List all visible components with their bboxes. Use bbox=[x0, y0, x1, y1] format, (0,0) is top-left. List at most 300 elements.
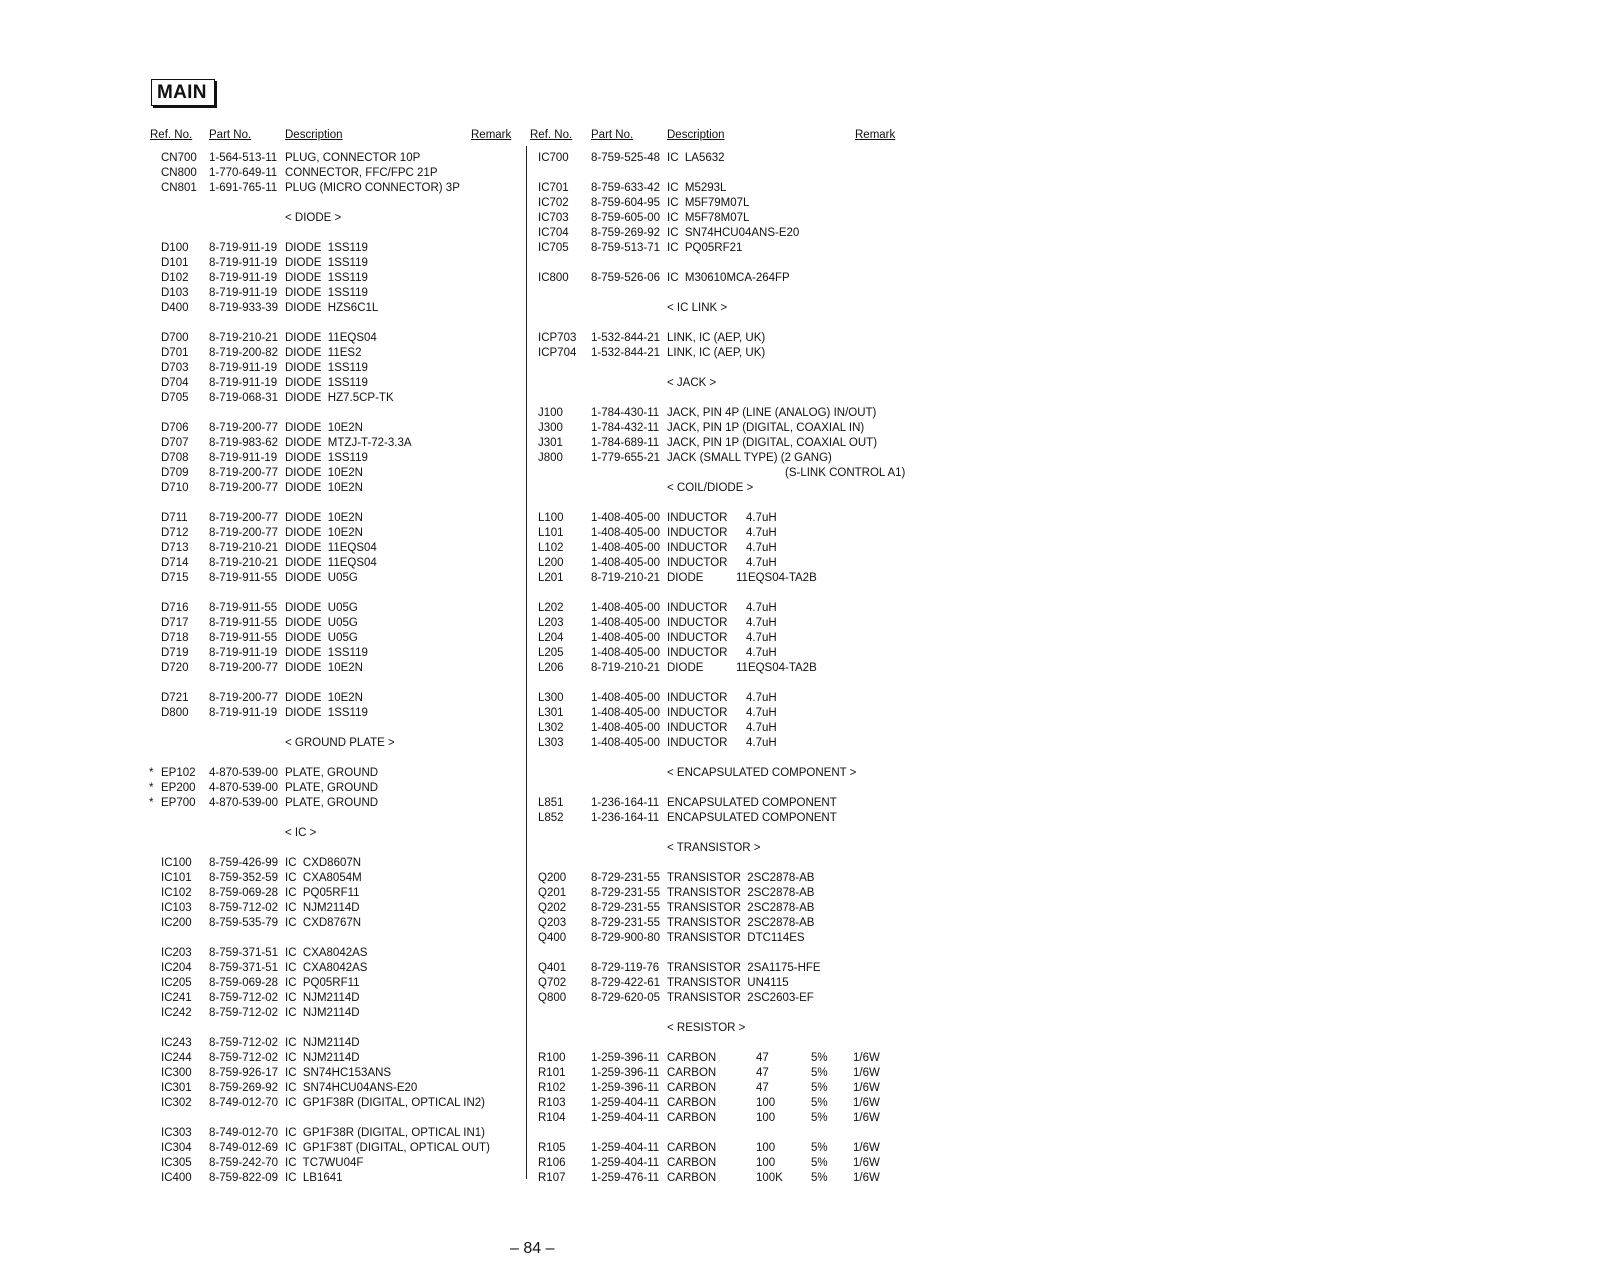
description-cell: INDUCTOR bbox=[667, 722, 728, 734]
description-cell: DIODE 10E2N bbox=[285, 482, 363, 494]
part-no-cell: 8-759-535-79 bbox=[209, 917, 279, 929]
ref-no-cell: IC303 bbox=[161, 1127, 192, 1139]
description-cell: DIODE 10E2N bbox=[285, 527, 363, 539]
part-no-cell: 1-259-404-11 bbox=[591, 1112, 660, 1124]
description-cell: CARBON bbox=[667, 1097, 717, 1109]
part-no-cell: 1-236-164-11 bbox=[591, 797, 660, 809]
part-no-cell: 8-759-712-02 bbox=[209, 1007, 279, 1019]
part-no-cell: 8-759-513-71 bbox=[591, 242, 661, 254]
description-cell: IC M5F79M07L bbox=[667, 197, 750, 209]
new-part-mark: * bbox=[149, 767, 154, 779]
description-cell: CARBON bbox=[667, 1172, 717, 1184]
description-cell: DIODE bbox=[667, 572, 704, 584]
part-no-cell: 8-719-210-21 bbox=[591, 662, 661, 674]
value-cell: 4.7uH bbox=[746, 557, 777, 569]
tolerance-cell: 5% bbox=[811, 1067, 828, 1079]
ref-no-cell: R104 bbox=[538, 1112, 566, 1124]
part-no-cell: 4-870-539-00 bbox=[209, 782, 279, 794]
description-cell: PLUG (MICRO CONNECTOR) 3P bbox=[285, 182, 460, 194]
ref-no-cell: L852 bbox=[538, 812, 564, 824]
ref-no-cell: D709 bbox=[161, 467, 189, 479]
description-cell: IC GP1F38R (DIGITAL, OPTICAL IN2) bbox=[285, 1097, 486, 1109]
ref-no-cell: IC703 bbox=[538, 212, 569, 224]
part-no-cell: 8-759-269-92 bbox=[209, 1082, 279, 1094]
part-no-cell: 8-719-200-77 bbox=[209, 482, 279, 494]
part-no-cell: 8-719-933-39 bbox=[209, 302, 279, 314]
ref-no-cell: D715 bbox=[161, 572, 189, 584]
description-cell: INDUCTOR bbox=[667, 617, 728, 629]
ref-no-cell: CN801 bbox=[161, 182, 197, 194]
part-no-cell: 1-784-689-11 bbox=[591, 437, 660, 449]
ref-no-cell: R100 bbox=[538, 1052, 566, 1064]
ref-no-cell: D708 bbox=[161, 452, 189, 464]
ref-no-cell: EP200 bbox=[161, 782, 196, 794]
ref-no-cell: IC203 bbox=[161, 947, 192, 959]
ref-no-cell: D100 bbox=[161, 242, 189, 254]
new-part-mark: * bbox=[149, 782, 154, 794]
part-no-cell: 1-259-396-11 bbox=[591, 1052, 660, 1064]
part-no-cell: 8-719-911-19 bbox=[209, 287, 278, 299]
part-no-cell: 8-719-200-77 bbox=[209, 527, 279, 539]
description-cell: TRANSISTOR 2SA1175-HFE bbox=[667, 962, 821, 974]
page-number: – 84 – bbox=[510, 1240, 555, 1257]
resistance-cell: 47 bbox=[756, 1052, 769, 1064]
ref-no-cell: J800 bbox=[538, 452, 563, 464]
value-cell: 4.7uH bbox=[746, 722, 777, 734]
ref-no-cell: Q202 bbox=[538, 902, 567, 914]
section-heading: < RESISTOR > bbox=[667, 1022, 746, 1034]
ref-no-cell: IC103 bbox=[161, 902, 192, 914]
part-no-cell: 8-729-620-05 bbox=[591, 992, 661, 1004]
ref-no-cell: D701 bbox=[161, 347, 189, 359]
wattage-cell: 1/6W bbox=[853, 1082, 880, 1094]
header-part-right: Part No. bbox=[591, 129, 634, 141]
part-no-cell: 1-259-404-11 bbox=[591, 1142, 660, 1154]
ref-no-cell: IC702 bbox=[538, 197, 569, 209]
ref-no-cell: L205 bbox=[538, 647, 564, 659]
ref-no-cell: R102 bbox=[538, 1082, 566, 1094]
ref-no-cell: D704 bbox=[161, 377, 189, 389]
description-cell: DIODE 1SS119 bbox=[285, 362, 368, 374]
wattage-cell: 1/6W bbox=[853, 1112, 880, 1124]
description-cell: TRANSISTOR 2SC2603-EF bbox=[667, 992, 814, 1004]
part-no-cell: 8-759-712-02 bbox=[209, 902, 279, 914]
part-no-cell: 8-759-712-02 bbox=[209, 992, 279, 1004]
description-cell: DIODE U05G bbox=[285, 572, 358, 584]
description-cell: TRANSISTOR 2SC2878-AB bbox=[667, 902, 815, 914]
description-cell: LINK, IC (AEP, UK) bbox=[667, 347, 766, 359]
part-no-cell: 1-408-405-00 bbox=[591, 722, 661, 734]
part-no-cell: 1-408-405-00 bbox=[591, 542, 661, 554]
column-divider bbox=[526, 146, 527, 1179]
part-no-cell: 8-749-012-70 bbox=[209, 1127, 279, 1139]
description-cell: IC CXD8767N bbox=[285, 917, 362, 929]
part-no-cell: 1-532-844-21 bbox=[591, 332, 661, 344]
header-part-left: Part No. bbox=[209, 129, 252, 141]
wattage-cell: 1/6W bbox=[853, 1172, 880, 1184]
section-heading: < GROUND PLATE > bbox=[285, 737, 395, 749]
wattage-cell: 1/6W bbox=[853, 1067, 880, 1079]
section-heading: < COIL/DIODE > bbox=[667, 482, 754, 494]
description-cell: IC SN74HC153ANS bbox=[285, 1067, 392, 1079]
description-cell: INDUCTOR bbox=[667, 692, 728, 704]
part-no-cell: 8-759-604-95 bbox=[591, 197, 661, 209]
part-no-cell: 8-759-712-02 bbox=[209, 1037, 279, 1049]
description-cell: CARBON bbox=[667, 1142, 717, 1154]
description-cell: IC NJM2114D bbox=[285, 1052, 360, 1064]
description-cell: CARBON bbox=[667, 1067, 717, 1079]
part-no-cell: 1-259-476-11 bbox=[591, 1172, 660, 1184]
ref-no-cell: L851 bbox=[538, 797, 564, 809]
resistance-cell: 100 bbox=[756, 1142, 776, 1154]
part-no-cell: 8-759-605-00 bbox=[591, 212, 661, 224]
ref-no-cell: L102 bbox=[538, 542, 564, 554]
ref-no-cell: L200 bbox=[538, 557, 564, 569]
description-cell: PLUG, CONNECTOR 10P bbox=[285, 152, 421, 164]
header-remark-left: Remark bbox=[471, 129, 512, 141]
description-cell: PLATE, GROUND bbox=[285, 767, 379, 779]
tolerance-cell: 5% bbox=[811, 1097, 828, 1109]
value-cell: 4.7uH bbox=[746, 632, 777, 644]
description-cell: INDUCTOR bbox=[667, 707, 728, 719]
value-cell: 4.7uH bbox=[746, 737, 777, 749]
ref-no-cell: D721 bbox=[161, 692, 189, 704]
section-heading: < DIODE > bbox=[285, 212, 342, 224]
ref-no-cell: R105 bbox=[538, 1142, 566, 1154]
description-cell: CONNECTOR, FFC/FPC 21P bbox=[285, 167, 438, 179]
description-cell: IC NJM2114D bbox=[285, 1007, 360, 1019]
part-no-cell: 8-719-911-19 bbox=[209, 272, 278, 284]
description-cell: IC SN74HCU04ANS-E20 bbox=[667, 227, 800, 239]
part-no-cell: 8-759-069-28 bbox=[209, 977, 279, 989]
description-cell: JACK, PIN 1P (DIGITAL, COAXIAL OUT) bbox=[667, 437, 878, 449]
description-cell: DIODE 1SS119 bbox=[285, 242, 368, 254]
ref-no-cell: D712 bbox=[161, 527, 189, 539]
value-cell: 4.7uH bbox=[746, 692, 777, 704]
description-cell: PLATE, GROUND bbox=[285, 782, 379, 794]
part-no-cell: 1-259-396-11 bbox=[591, 1082, 660, 1094]
part-no-cell: 8-759-371-51 bbox=[209, 947, 279, 959]
ref-no-cell: IC300 bbox=[161, 1067, 192, 1079]
value-cell: 11EQS04-TA2B bbox=[736, 572, 817, 584]
ref-no-cell: ICP703 bbox=[538, 332, 577, 344]
description-cell: INDUCTOR bbox=[667, 602, 728, 614]
description-cell: DIODE 11ES2 bbox=[285, 347, 362, 359]
part-no-cell: 8-759-069-28 bbox=[209, 887, 279, 899]
part-no-cell: 8-759-526-06 bbox=[591, 272, 661, 284]
ref-no-cell: Q200 bbox=[538, 872, 567, 884]
part-no-cell: 1-236-164-11 bbox=[591, 812, 660, 824]
ref-no-cell: IC100 bbox=[161, 857, 192, 869]
ref-no-cell: D400 bbox=[161, 302, 189, 314]
ref-no-cell: IC242 bbox=[161, 1007, 192, 1019]
description-cell: DIODE 1SS119 bbox=[285, 707, 368, 719]
ref-no-cell: L302 bbox=[538, 722, 564, 734]
part-no-cell: 1-259-404-11 bbox=[591, 1157, 660, 1169]
part-no-cell: 8-719-911-19 bbox=[209, 257, 278, 269]
part-no-cell: 8-729-231-55 bbox=[591, 887, 661, 899]
ref-no-cell: Q702 bbox=[538, 977, 567, 989]
part-no-cell: 8-719-911-19 bbox=[209, 362, 278, 374]
part-no-cell: 1-259-396-11 bbox=[591, 1067, 660, 1079]
description-cell: DIODE MTZJ-T-72-3.3A bbox=[285, 437, 412, 449]
part-no-cell: 8-719-911-55 bbox=[209, 632, 278, 644]
ref-no-cell: IC101 bbox=[161, 872, 192, 884]
page-title: MAIN bbox=[151, 79, 215, 106]
ref-no-cell: IC305 bbox=[161, 1157, 192, 1169]
description-cell: IC SN74HCU04ANS-E20 bbox=[285, 1082, 418, 1094]
ref-no-cell: IC243 bbox=[161, 1037, 192, 1049]
part-no-cell: 8-719-200-77 bbox=[209, 512, 279, 524]
part-no-cell: 1-408-405-00 bbox=[591, 707, 661, 719]
description-cell: IC M5F78M07L bbox=[667, 212, 750, 224]
description-cell: DIODE U05G bbox=[285, 632, 358, 644]
ref-no-cell: D711 bbox=[161, 512, 188, 524]
description-cell: DIODE 1SS119 bbox=[285, 272, 368, 284]
ref-no-cell: L300 bbox=[538, 692, 564, 704]
description-cell: INDUCTOR bbox=[667, 632, 728, 644]
part-no-cell: 4-870-539-00 bbox=[209, 797, 279, 809]
continuation-note: (S-LINK CONTROL A1) bbox=[785, 467, 906, 479]
resistance-cell: 100K bbox=[756, 1172, 783, 1184]
part-no-cell: 8-719-068-31 bbox=[209, 392, 279, 404]
description-cell: IC GP1F38R (DIGITAL, OPTICAL IN1) bbox=[285, 1127, 486, 1139]
part-no-cell: 8-719-911-19 bbox=[209, 707, 278, 719]
ref-no-cell: IC244 bbox=[161, 1052, 192, 1064]
value-cell: 4.7uH bbox=[746, 602, 777, 614]
part-no-cell: 8-759-712-02 bbox=[209, 1052, 279, 1064]
ref-no-cell: D800 bbox=[161, 707, 189, 719]
description-cell: IC CXA8042AS bbox=[285, 962, 368, 974]
description-cell: DIODE 1SS119 bbox=[285, 647, 368, 659]
tolerance-cell: 5% bbox=[811, 1082, 828, 1094]
ref-no-cell: L303 bbox=[538, 737, 564, 749]
description-cell: DIODE HZS6C1L bbox=[285, 302, 379, 314]
description-cell: DIODE 1SS119 bbox=[285, 452, 368, 464]
value-cell: 4.7uH bbox=[746, 512, 777, 524]
part-no-cell: 8-759-633-42 bbox=[591, 182, 661, 194]
description-cell: DIODE U05G bbox=[285, 617, 358, 629]
ref-no-cell: D717 bbox=[161, 617, 189, 629]
header-desc-right: Description bbox=[667, 129, 725, 141]
wattage-cell: 1/6W bbox=[853, 1157, 880, 1169]
part-no-cell: 8-759-352-59 bbox=[209, 872, 279, 884]
value-cell: 4.7uH bbox=[746, 647, 777, 659]
ref-no-cell: Q400 bbox=[538, 932, 567, 944]
part-no-cell: 8-729-422-61 bbox=[591, 977, 661, 989]
part-no-cell: 8-719-911-19 bbox=[209, 647, 278, 659]
ref-no-cell: Q203 bbox=[538, 917, 567, 929]
part-no-cell: 1-408-405-00 bbox=[591, 557, 661, 569]
ref-no-cell: L202 bbox=[538, 602, 564, 614]
ref-no-cell: D718 bbox=[161, 632, 189, 644]
value-cell: 11EQS04-TA2B bbox=[736, 662, 817, 674]
ref-no-cell: D714 bbox=[161, 557, 189, 569]
ref-no-cell: J301 bbox=[538, 437, 563, 449]
part-no-cell: 8-719-200-77 bbox=[209, 692, 279, 704]
description-cell: DIODE 1SS119 bbox=[285, 287, 368, 299]
ref-no-cell: L101 bbox=[538, 527, 564, 539]
tolerance-cell: 5% bbox=[811, 1112, 828, 1124]
value-cell: 4.7uH bbox=[746, 617, 777, 629]
value-cell: 4.7uH bbox=[746, 527, 777, 539]
ref-no-cell: D707 bbox=[161, 437, 189, 449]
ref-no-cell: IC301 bbox=[161, 1082, 192, 1094]
part-no-cell: 8-719-983-62 bbox=[209, 437, 279, 449]
ref-no-cell: D706 bbox=[161, 422, 189, 434]
ref-no-cell: CN700 bbox=[161, 152, 197, 164]
description-cell: INDUCTOR bbox=[667, 512, 728, 524]
ref-no-cell: R106 bbox=[538, 1157, 566, 1169]
description-cell: DIODE 1SS119 bbox=[285, 377, 368, 389]
ref-no-cell: IC102 bbox=[161, 887, 192, 899]
description-cell: CARBON bbox=[667, 1112, 717, 1124]
description-cell: ENCAPSULATED COMPONENT bbox=[667, 812, 837, 824]
description-cell: DIODE 10E2N bbox=[285, 422, 363, 434]
part-no-cell: 8-719-210-21 bbox=[209, 542, 279, 554]
wattage-cell: 1/6W bbox=[853, 1052, 880, 1064]
ref-no-cell: D710 bbox=[161, 482, 189, 494]
part-no-cell: 8-719-911-55 bbox=[209, 602, 278, 614]
description-cell: TRANSISTOR 2SC2878-AB bbox=[667, 872, 815, 884]
part-no-cell: 8-719-200-77 bbox=[209, 422, 279, 434]
ref-no-cell: D101 bbox=[161, 257, 189, 269]
part-no-cell: 8-729-231-55 bbox=[591, 902, 661, 914]
description-cell: DIODE 10E2N bbox=[285, 512, 363, 524]
new-part-mark: * bbox=[149, 797, 154, 809]
tolerance-cell: 5% bbox=[811, 1172, 828, 1184]
ref-no-cell: Q800 bbox=[538, 992, 567, 1004]
ref-no-cell: D713 bbox=[161, 542, 189, 554]
part-no-cell: 1-408-405-00 bbox=[591, 617, 661, 629]
wattage-cell: 1/6W bbox=[853, 1097, 880, 1109]
section-heading: < IC > bbox=[285, 827, 317, 839]
description-cell: IC PQ05RF11 bbox=[285, 887, 360, 899]
part-no-cell: 1-259-404-11 bbox=[591, 1097, 660, 1109]
part-no-cell: 8-719-200-77 bbox=[209, 467, 279, 479]
ref-no-cell: Q201 bbox=[538, 887, 567, 899]
ref-no-cell: J100 bbox=[538, 407, 563, 419]
description-cell: IC NJM2114D bbox=[285, 902, 360, 914]
part-no-cell: 1-408-405-00 bbox=[591, 632, 661, 644]
part-no-cell: 8-719-911-55 bbox=[209, 617, 278, 629]
part-no-cell: 8-759-822-09 bbox=[209, 1172, 279, 1184]
part-no-cell: 1-408-405-00 bbox=[591, 512, 661, 524]
description-cell: IC GP1F38T (DIGITAL, OPTICAL OUT) bbox=[285, 1142, 490, 1154]
ref-no-cell: D703 bbox=[161, 362, 189, 374]
ref-no-cell: L204 bbox=[538, 632, 564, 644]
description-cell: DIODE 10E2N bbox=[285, 662, 363, 674]
description-cell: TRANSISTOR 2SC2878-AB bbox=[667, 917, 815, 929]
description-cell: JACK (SMALL TYPE) (2 GANG) bbox=[667, 452, 832, 464]
ref-no-cell: IC200 bbox=[161, 917, 192, 929]
description-cell: DIODE 11EQS04 bbox=[285, 332, 377, 344]
ref-no-cell: EP102 bbox=[161, 767, 196, 779]
ref-no-cell: CN800 bbox=[161, 167, 197, 179]
ref-no-cell: D102 bbox=[161, 272, 189, 284]
part-no-cell: 8-719-911-19 bbox=[209, 452, 278, 464]
description-cell: IC TC7WU04F bbox=[285, 1157, 364, 1169]
description-cell: IC CXD8607N bbox=[285, 857, 362, 869]
part-no-cell: 8-729-900-80 bbox=[591, 932, 661, 944]
description-cell: CARBON bbox=[667, 1082, 717, 1094]
part-no-cell: 4-870-539-00 bbox=[209, 767, 279, 779]
ref-no-cell: J300 bbox=[538, 422, 563, 434]
description-cell: JACK, PIN 1P (DIGITAL, COAXIAL IN) bbox=[667, 422, 865, 434]
part-no-cell: 1-408-405-00 bbox=[591, 692, 661, 704]
ref-no-cell: L201 bbox=[538, 572, 564, 584]
description-cell: IC PQ05RF21 bbox=[667, 242, 743, 254]
part-no-cell: 8-719-210-21 bbox=[209, 332, 279, 344]
part-no-cell: 8-719-210-21 bbox=[591, 572, 661, 584]
ref-no-cell: IC700 bbox=[538, 152, 569, 164]
part-no-cell: 1-408-405-00 bbox=[591, 527, 661, 539]
description-cell: IC LA5632 bbox=[667, 152, 725, 164]
part-no-cell: 1-779-655-21 bbox=[591, 452, 661, 464]
part-no-cell: 8-759-426-99 bbox=[209, 857, 279, 869]
description-cell: DIODE 10E2N bbox=[285, 467, 363, 479]
part-no-cell: 8-719-911-19 bbox=[209, 242, 278, 254]
ref-no-cell: IC204 bbox=[161, 962, 192, 974]
section-heading: < ENCAPSULATED COMPONENT > bbox=[667, 767, 857, 779]
value-cell: 4.7uH bbox=[746, 542, 777, 554]
description-cell: TRANSISTOR 2SC2878-AB bbox=[667, 887, 815, 899]
ref-no-cell: IC241 bbox=[161, 992, 192, 1004]
resistance-cell: 100 bbox=[756, 1097, 776, 1109]
ref-no-cell: L203 bbox=[538, 617, 564, 629]
tolerance-cell: 5% bbox=[811, 1142, 828, 1154]
description-cell: DIODE 10E2N bbox=[285, 692, 363, 704]
ref-no-cell: D719 bbox=[161, 647, 189, 659]
tolerance-cell: 5% bbox=[811, 1157, 828, 1169]
part-no-cell: 1-408-405-00 bbox=[591, 602, 661, 614]
description-cell: IC LB1641 bbox=[285, 1172, 343, 1184]
part-no-cell: 8-759-525-48 bbox=[591, 152, 661, 164]
part-no-cell: 8-719-210-21 bbox=[209, 557, 279, 569]
value-cell: 4.7uH bbox=[746, 707, 777, 719]
part-no-cell: 8-729-231-55 bbox=[591, 917, 661, 929]
part-no-cell: 1-691-765-11 bbox=[209, 182, 278, 194]
resistance-cell: 100 bbox=[756, 1112, 776, 1124]
description-cell: CARBON bbox=[667, 1052, 717, 1064]
resistance-cell: 47 bbox=[756, 1067, 769, 1079]
description-cell: IC CXA8054M bbox=[285, 872, 362, 884]
description-cell: IC M30610MCA-264FP bbox=[667, 272, 790, 284]
part-no-cell: 8-719-911-55 bbox=[209, 572, 278, 584]
header-ref-left: Ref. No. bbox=[150, 129, 193, 141]
tolerance-cell: 5% bbox=[811, 1052, 828, 1064]
description-cell: INDUCTOR bbox=[667, 557, 728, 569]
part-no-cell: 8-719-200-77 bbox=[209, 662, 279, 674]
ref-no-cell: R103 bbox=[538, 1097, 566, 1109]
part-no-cell: 1-408-405-00 bbox=[591, 737, 661, 749]
description-cell: IC PQ05RF11 bbox=[285, 977, 360, 989]
description-cell: INDUCTOR bbox=[667, 542, 728, 554]
section-heading: < TRANSISTOR > bbox=[667, 842, 761, 854]
ref-no-cell: IC705 bbox=[538, 242, 569, 254]
description-cell: ENCAPSULATED COMPONENT bbox=[667, 797, 837, 809]
description-cell: JACK, PIN 4P (LINE (ANALOG) IN/OUT) bbox=[667, 407, 877, 419]
description-cell: IC M5293L bbox=[667, 182, 727, 194]
header-desc-left: Description bbox=[285, 129, 343, 141]
part-no-cell: 8-719-200-82 bbox=[209, 347, 279, 359]
part-no-cell: 8-749-012-69 bbox=[209, 1142, 279, 1154]
header-remark-right: Remark bbox=[855, 129, 896, 141]
description-cell: PLATE, GROUND bbox=[285, 797, 379, 809]
description-cell: DIODE 11EQS04 bbox=[285, 557, 377, 569]
ref-no-cell: IC302 bbox=[161, 1097, 192, 1109]
ref-no-cell: D705 bbox=[161, 392, 189, 404]
